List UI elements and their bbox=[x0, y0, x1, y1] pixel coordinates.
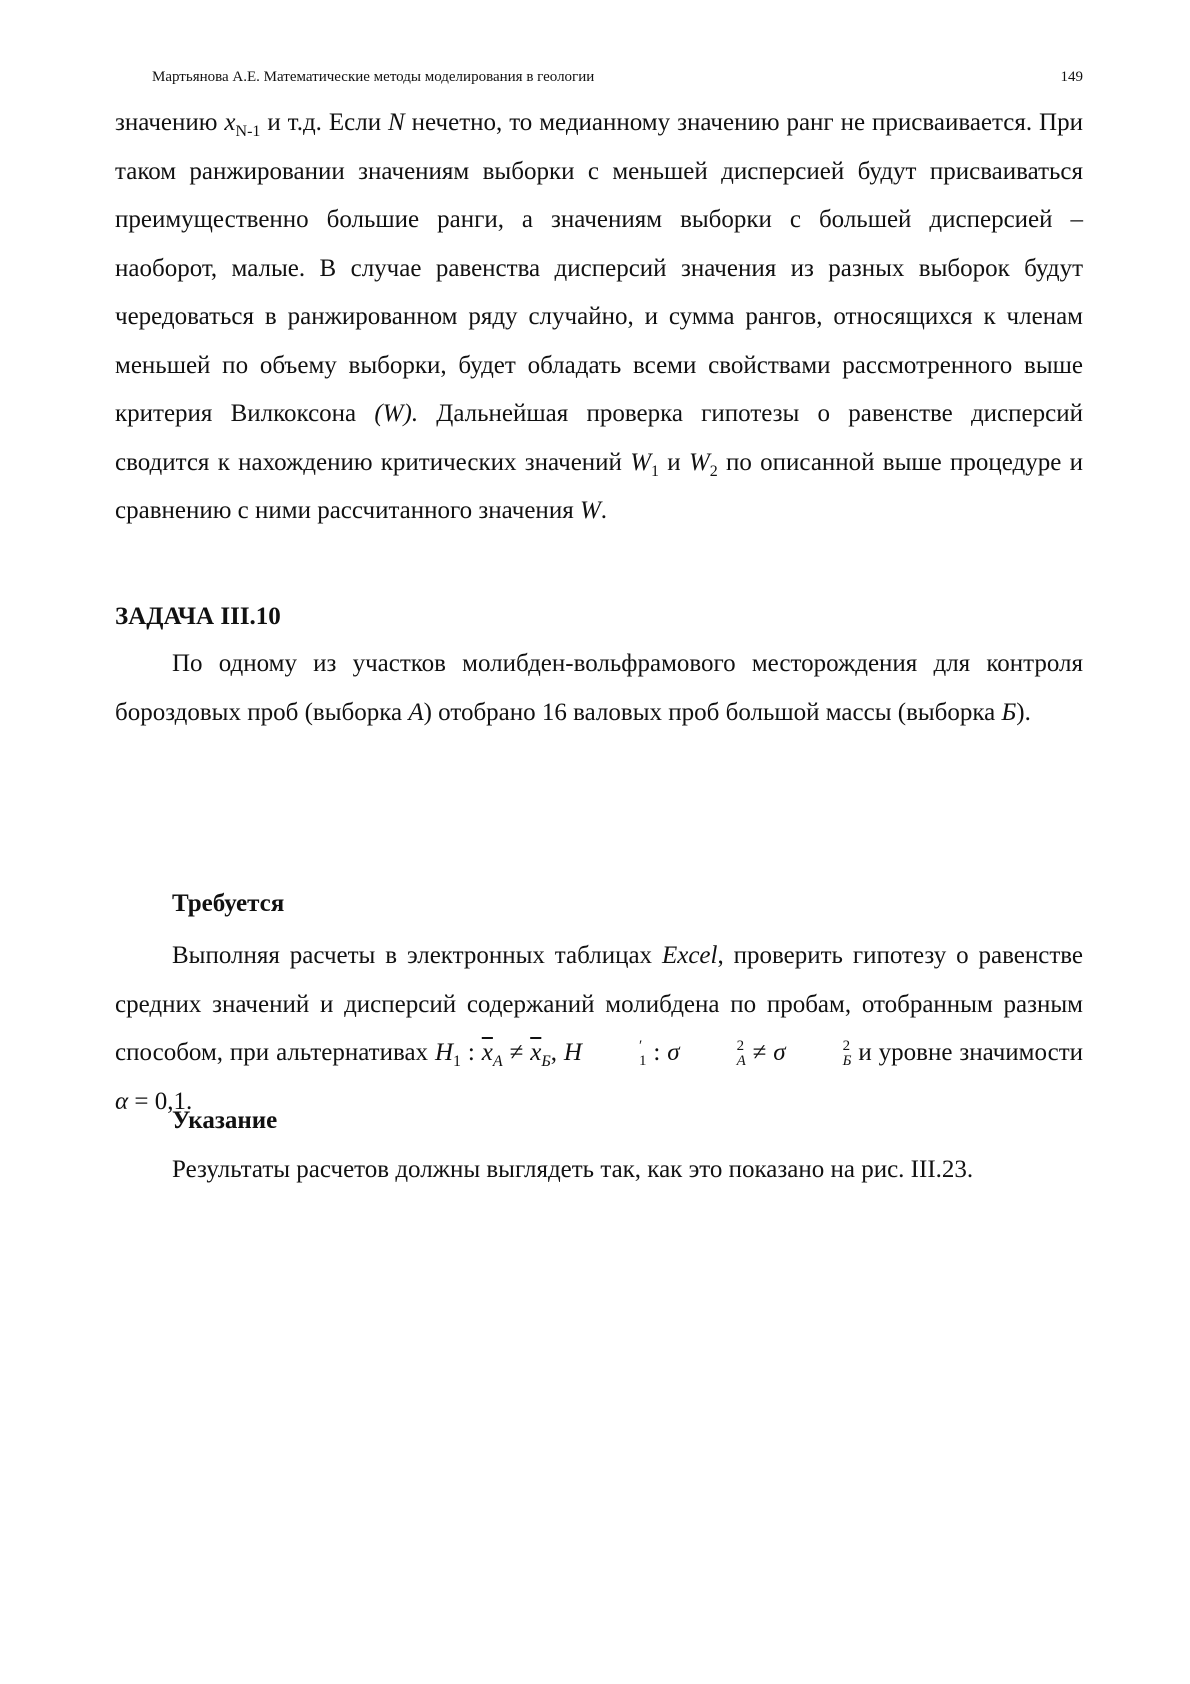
page-number: 149 bbox=[1060, 69, 1083, 85]
hint-paragraph: Результаты расчетов должны выглядеть так, как это показано на рис. III.23. bbox=[172, 1156, 974, 1183]
paragraph-wilcoxon-variance: значению $x_{N-1}$ и т.д. Если N нечетно, то медианному значению ранг не присваивается. При таком ранжировании значениям выборки с меньшей дисперсией будут присваиваться преимущественно большие ранги, а значениям выборки с большей дисперсией – наоборот, малые. В случае равенства дисперсий значения из разных выборок будут чередоваться в ранжированном ряду случайно, и сумма рангов, относящихся к членам меньшей по объему выборки, будет обладать всеми свойствами рассмотренного выше критерия Вилкоксона (W). Дальнейшая проверка гипотезы о равенстве дисперсий сводится к нахождению критических значений $W_1$ и $W_2$ по описанной выше процедуре и сравнению с ними рассчитанного значения W. bbox=[115, 109, 1083, 524]
required-paragraph: Выполняя расчеты в электронных таблицах Excel, проверить гипотезу о равенстве средних значений и дисперсий содержаний молибдена по пробам, отобранным разным способом, при альтернативах $H_1$ : $\overline{x}_A \ne \overline{x}_Б$, H ′ 1 : σ 2 A ≠ σ 2 Б и уровне значимости α = 0,1. bbox=[115, 942, 1084, 1115]
hint-heading: Указание bbox=[172, 1107, 278, 1134]
task-heading: ЗАДАЧА III.10 bbox=[115, 603, 281, 630]
hypothesis-formula: $H_1$ : $\overline{x}_A \ne \overline{x}_Б$, H ′ 1 : σ 2 A ≠ σ 2 Б bbox=[434, 1038, 852, 1070]
task-paragraph: По одному из участков молибден-вольфрамового месторождения для контроля бороздовых проб (выборка А) отобрано 16 валовых проб большой массы (выборка Б). bbox=[115, 650, 1083, 726]
required-heading: Требуется bbox=[172, 890, 285, 917]
page-header bbox=[152, 69, 1083, 93]
running-title: Мартьянова А.Е. Математические методы моделирования в геологии bbox=[152, 69, 595, 85]
